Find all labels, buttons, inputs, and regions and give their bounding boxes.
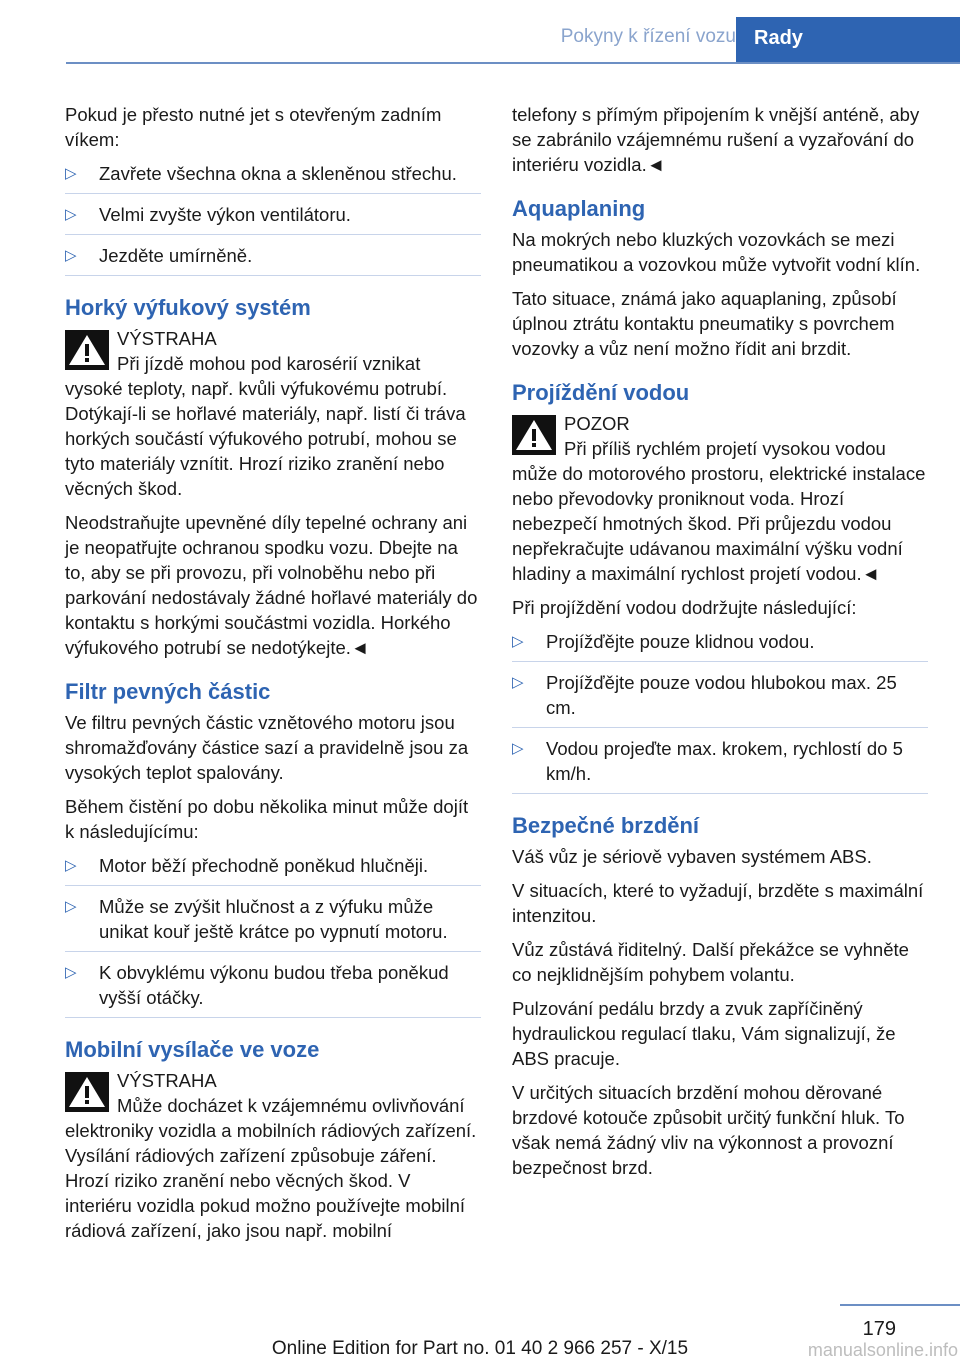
braking-paragraph: Vůz zůstává řiditelný. Další překážce se vyhněte co nejklidnějším pohybem volantu. (512, 939, 909, 985)
caution-text: Při příliš rychlém projetí vysokou vodou může do motorového prostoru, elektrické instalace nebo převodovky proniknout voda. Hrozí nebezpečí hmotných škod. Při průjezdu vodou nepřekračujte udávanou maximální výšku vodní hladiny a maximální rychlost projetí vodou.◄ (512, 438, 926, 584)
footer-edition-note: Online Edition for Part no. 01 40 2 966 257 - X/15 (271, 1338, 689, 1359)
warning-block (65, 1068, 481, 1243)
warning-block (65, 326, 481, 501)
filter-paragraph: Během čistění po dobu několika minut může dojít k následujícímu: (65, 796, 469, 842)
section-heading-braking: Bezpečné brzdění (512, 813, 700, 838)
warning-label: VÝSTRAHA (117, 1070, 217, 1091)
braking-paragraph: V určitých situacích brzdění mohou děrované brzdové kotouče způsobit určitý funkční hluk. To však nemá žádný vliv na výkonnost a provozní bezpečnost brzd. (512, 1082, 905, 1178)
section-heading-exhaust: Horký výfukový systém (65, 295, 311, 320)
list-item: ▷ Projížďějte pouze klidnou vodou. (512, 629, 928, 662)
aquaplaning-paragraph: Na mokrých nebo kluzkých vozovkách se mezi pneumatikou a vozovkou může vytvořit vodní klín. (512, 229, 921, 275)
section-heading-mobile: Mobilní vysílače ve voze (65, 1037, 320, 1062)
exhaust-paragraph: Neodstraňujte upevněné díly tepelné ochrany ani je neopatřujte ochranou spodku vozu. Dbejte na to, aby se při provozu, při volnoběhu nebo při parkování nedostávaly žádné hořlavé materiály do kontaktu s horkými součástmi vozidla. Horkého výfukového potrubí se nedotýkejte.◄ (65, 512, 478, 658)
list-item: ▷ Projížďějte pouze vodou hlubokou max. 25 cm. (512, 670, 928, 728)
caution-block (512, 411, 928, 586)
list-item: ▷ Může se zvýšit hlučnost a z výfuku může unikat kouř ještě krátce po vypnutí motoru. (65, 894, 481, 952)
footer-divider (840, 1304, 960, 1306)
warning-label: VÝSTRAHA (117, 328, 217, 349)
caution-label: POZOR (564, 413, 630, 434)
watermark: manualsonline.info (807, 1340, 958, 1360)
list-item: ▷ Velmi zvyšte výkon ventilátoru. (65, 202, 481, 235)
braking-paragraph: V situacích, které to vyžadují, brzděte s maximální intenzitou. (512, 880, 924, 926)
warning-triangle-icon (65, 330, 109, 370)
section-heading-filter: Filtr pevných částic (65, 679, 271, 704)
water-list (512, 629, 928, 794)
intro-paragraph: Pokud je přesto nutné jet s otevřeným zadním víkem: (65, 104, 442, 150)
right-column (512, 102, 928, 1189)
braking-paragraph: Váš vůz je sériově vybaven systémem ABS. (512, 846, 872, 867)
header-section-title: Pokyny k řízení vozu (560, 26, 736, 47)
section-heading-aquaplaning: Aquaplaning (512, 196, 646, 221)
braking-paragraph: Pulzování pedálu brzdy a zvuk zapříčiněný hydraulickou regulací tlaku, Vám signalizují, že ABS pracuje. (512, 998, 896, 1069)
warning-text: Při jízdě mohou pod karosérií vznikat vysoké teploty, např. kvůli výfukovému potrubí. Dotýkají-li se hořlavé materiály, např. listí či tráva horkých součástí výfukového potrubí, mohou se tyto materiály vznítit. Hrozí riziko zranění nebo věcných škod. (65, 353, 466, 499)
left-column (65, 102, 481, 1252)
section-heading-water: Projíždění vodou (512, 380, 690, 405)
list-item: ▷ K obvyklému výkonu budou třeba poněkud vyšší otáčky. (65, 960, 481, 1018)
warning-text: Může docházet k vzájemnému ovlivňování elektroniky vozidla a mobilních rádiových zařízení. Vysílání rádiových zařízení způsobuje záření. Hrozí riziko zranění nebo věcných škod. V interiéru vozidla pokud možno používejte mobilní rádiová zařízení, jako jsou např. mobilní (65, 1095, 477, 1241)
water-paragraph: Při projíždění vodou dodržujte následující: (512, 597, 857, 618)
page-number: 179 (862, 1318, 896, 1340)
filter-paragraph: Ve filtru pevných částic vznětového motoru jsou shromažďovány částice sazí a pravidelně jsou za vysokých teplot spalovány. (65, 712, 469, 783)
header-chapter-tab: Rady (736, 17, 960, 62)
list-item: ▷ Vodou projeďte max. krokem, rychlostí do 5 km/h. (512, 736, 928, 794)
list-item: ▷ Motor běží přechodně poněkud hlučněji. (65, 853, 481, 886)
list-item: ▷ Zavřete všechna okna a skleněnou střechu. (65, 161, 481, 194)
warning-triangle-icon (512, 415, 556, 455)
aquaplaning-paragraph: Tato situace, známá jako aquaplaning, způsobí úplnou ztrátu kontaktu pneumatiky s povrchem vozovky a vůz není možno řídit ani brzdit. (512, 288, 897, 359)
warning-triangle-icon (65, 1072, 109, 1112)
intro-list (65, 161, 481, 276)
filter-list (65, 853, 481, 1018)
header-divider (66, 62, 960, 64)
list-item: ▷ Jezděte umírněně. (65, 243, 481, 276)
continuation-paragraph: telefony s přímým připojením k vnější anténě, aby se zabránilo vzájemnému rušení a vyzařování do interiéru vozidla.◄ (512, 104, 920, 175)
